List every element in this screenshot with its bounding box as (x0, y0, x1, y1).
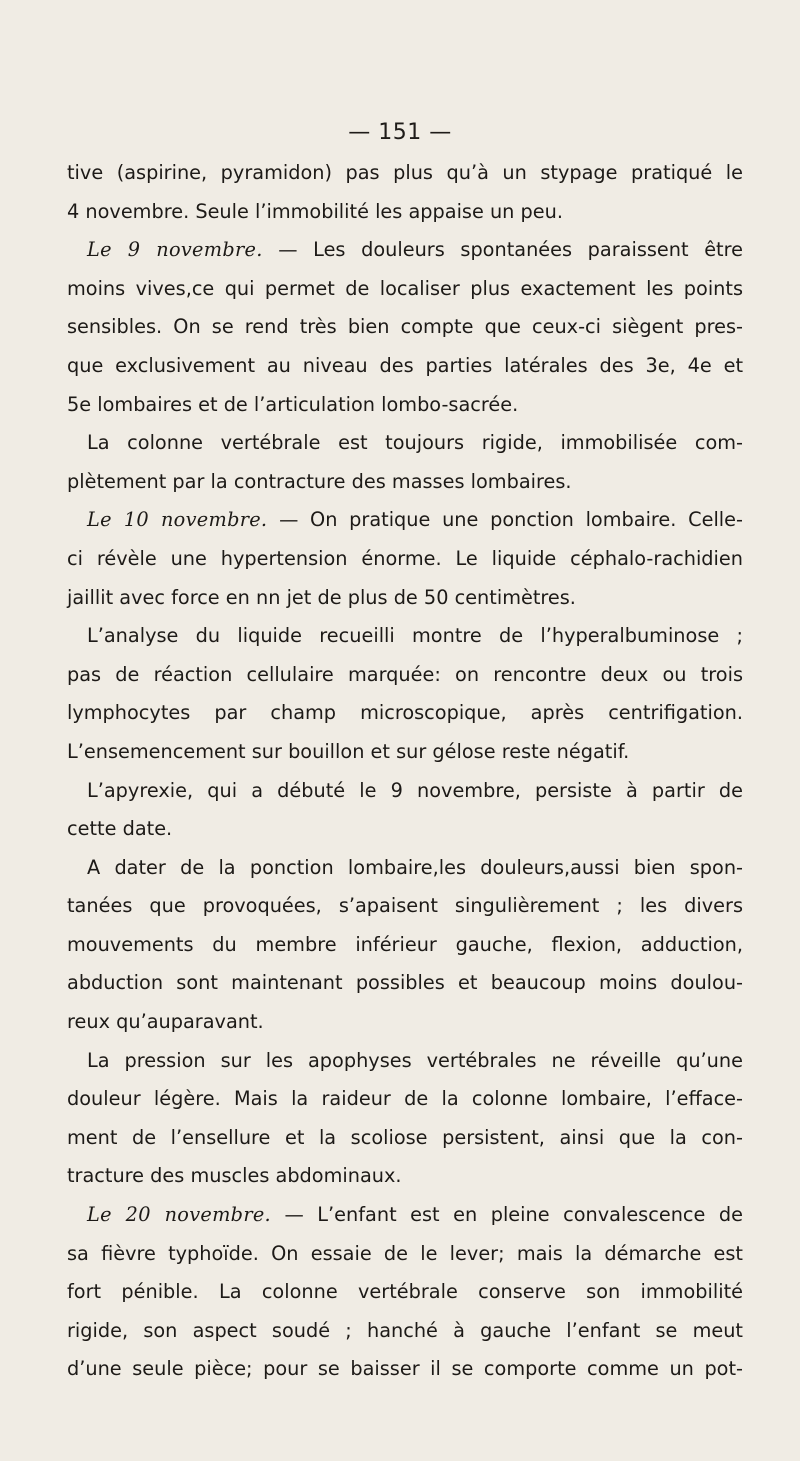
line-text: La pression sur les apophyses vertébrales ne réveille qu’une (87, 1048, 743, 1072)
text-line (67, 1273, 743, 1312)
text-line (67, 1157, 743, 1196)
entry-date: Le 20 novembre. (87, 1203, 271, 1227)
text-line (67, 810, 743, 849)
line-text: — Les douleurs spontanées paraissent être (262, 238, 743, 262)
line-text: tive (aspirine, pyramidon) pas plus qu’à un stypage pratiqué le (67, 161, 743, 184)
line-text: 4 novembre. Seule l’immobilité les appaise un peu. (67, 199, 563, 223)
line-text: rigide, son aspect soudé ; hanché à gauche l’enfant se meut (67, 1318, 743, 1342)
text-line (67, 1350, 743, 1389)
line-text: sensibles. On se rend très bien compte que ceux-ci siègent pres- (67, 315, 743, 339)
body-text (67, 154, 743, 1389)
text-line (67, 270, 743, 309)
line-text: L’apyrexie, qui a débuté le 9 novembre, persiste à partir de (87, 778, 743, 802)
line-text: que exclusivement au niveau des parties latérales des 3e, 4e et (67, 353, 743, 377)
line-text: mouvements du membre inférieur gauche, flexion, adduction, (67, 932, 743, 956)
line-text: fort pénible. La colonne vertébrale conserve son immobilité (67, 1280, 743, 1304)
line-text: douleur légère. Mais la raideur de la colonne lombaire, l’efface- (67, 1087, 743, 1111)
text-line (67, 154, 743, 193)
line-text: L’ensemencement sur bouillon et sur gélose reste négatif. (67, 739, 630, 763)
page-number: — 151 — (348, 120, 452, 145)
line-text: pas de réaction cellulaire marquée: on rencontre deux ou trois (67, 662, 743, 686)
line-text: ci révèle une hypertension énorme. Le liquide céphalo-rachidien (67, 546, 743, 570)
line-text: La colonne vertébrale est toujours rigide, immobilisée com- (87, 431, 743, 455)
text-line (67, 501, 743, 540)
text-line (67, 347, 743, 386)
text-line (67, 694, 743, 733)
text-line (67, 1235, 743, 1274)
line-text: 5e lombaires et de l’articulation lombo-sacrée. (67, 392, 519, 416)
text-line (67, 887, 743, 926)
text-line (67, 308, 743, 347)
entry-date: Le 9 novembre. (87, 238, 263, 262)
line-text: cette date. (67, 817, 173, 841)
line-text: d’une seule pièce; pour se baisser il se comporte comme un pot- (67, 1357, 743, 1381)
line-text: plètement par la contracture des masses lombaires. (67, 469, 572, 493)
text-line (67, 772, 743, 811)
text-line (67, 1196, 743, 1235)
line-text: abduction sont maintenant possibles et beaucoup moins doulou- (67, 971, 743, 995)
text-line (67, 964, 743, 1003)
line-text: sa fièvre typhoïde. On essaie de le lever; mais la démarche est (67, 1241, 743, 1265)
line-text: ment de l’ensellure et la scoliose persistent, ainsi que la con- (67, 1125, 743, 1149)
text-line (67, 1312, 743, 1351)
line-text: — L’enfant est en pleine convalescence de (270, 1203, 743, 1227)
text-line (67, 231, 743, 270)
line-text: reux qu’auparavant. (67, 1010, 264, 1034)
line-text: jaillit avec force en nn jet de plus de 50 centimètres. (67, 585, 576, 609)
line-text: lymphocytes par champ microscopique, après centrifigation. (67, 701, 743, 725)
text-line (67, 579, 743, 618)
line-text: tanées que provoquées, s’apaisent singulièrement ; les divers (67, 894, 743, 918)
text-line (67, 926, 743, 965)
text-line (67, 617, 743, 656)
text-line (67, 849, 743, 888)
text-line (67, 733, 743, 772)
text-line (67, 1080, 743, 1119)
line-text: tracture des muscles abdominaux. (67, 1164, 402, 1188)
text-line (67, 463, 743, 502)
line-text: moins vives,ce qui permet de localiser plus exactement les points (67, 276, 743, 300)
text-line (67, 386, 743, 425)
text-line (67, 656, 743, 695)
line-text: A dater de la ponction lombaire,les douleurs,aussi bien spon- (87, 855, 743, 879)
text-line (67, 193, 743, 232)
line-text: — On pratique une ponction lombaire. Celle- (267, 508, 743, 532)
text-line (67, 1003, 743, 1042)
entry-date: Le 10 novembre. (87, 508, 268, 532)
text-line (67, 424, 743, 463)
text-line (67, 1119, 743, 1158)
text-line (67, 540, 743, 579)
text-line (67, 1042, 743, 1081)
line-text: L’analyse du liquide recueilli montre de l’hyperalbuminose ; (87, 624, 743, 648)
